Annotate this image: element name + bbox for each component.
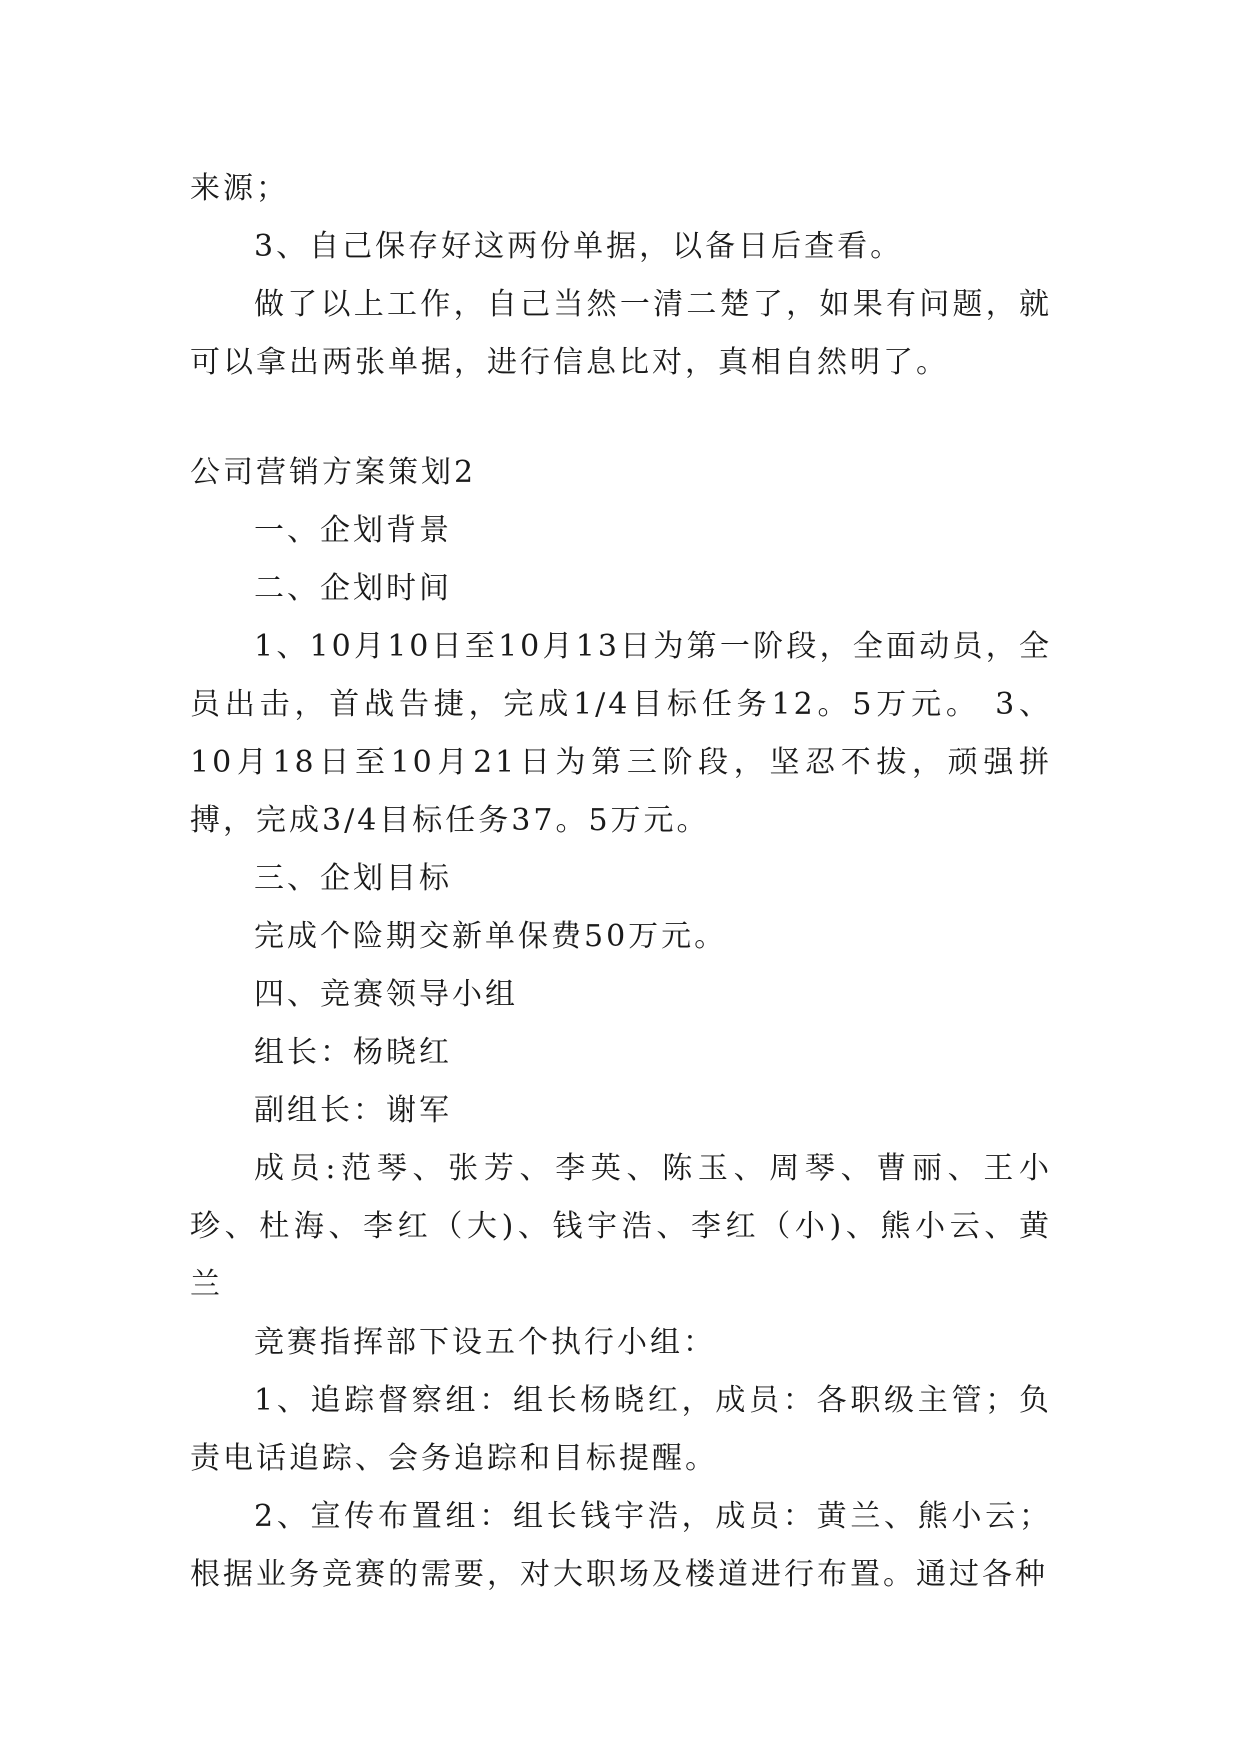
paragraph: 3、自己保存好这两份单据，以备日后查看。 (254, 229, 904, 264)
paragraph-goal: 完成个险期交新单保费50万元。 (254, 919, 728, 954)
paragraph-deputy: 副组长：谢军 (254, 1093, 452, 1128)
paragraph-members: 成员:范琴、张芳、李英、陈玉、周琴、曹丽、王小珍、杜海、李红（大)、钱宇浩、李红（小)、熊小云、黄 兰 (190, 1151, 1052, 1302)
paragraph: 做了以上工作，自己当然一清二楚了，如果有问题，就可以拿出两张单据，进行信息比对，真相自然明了。 (190, 287, 1052, 380)
paragraph-group-2: 2、宣传布置组：组长钱宇浩，成员：黄兰、熊小云；根据业务竞赛的需要，对大职场及楼道进行布置。通过各种 (190, 1499, 1052, 1592)
heading-leadership: 四、竞赛领导小组 (254, 977, 518, 1012)
paragraph-group-1: 1、追踪督察组：组长杨晓红，成员：各职级主管；负责电话追踪、会务追踪和目标提醒。 (190, 1383, 1052, 1476)
heading-goal: 三、企划目标 (254, 861, 452, 896)
heading-time: 二、企划时间 (254, 571, 452, 606)
section-title: 公司营销方案策划2 (190, 455, 477, 490)
section-gap (190, 392, 1052, 444)
paragraph-groups-intro: 竞赛指挥部下设五个执行小组： (254, 1325, 716, 1360)
heading-background: 一、企划背景 (254, 513, 452, 548)
paragraph-schedule: 1、10月10日至10月13日为第一阶段，全面动员，全员出击，首战告捷，完成1/4目标任务12。5万元。 3、 10月18日至10月21日为第三阶段，坚忍不拔，顽强拼搏，完成3/4目标任务37。5万元。 (190, 629, 1052, 838)
paragraph-leader: 组长：杨晓红 (254, 1035, 452, 1070)
document-page (190, 160, 1052, 1604)
paragraph: 来源； (190, 171, 289, 206)
